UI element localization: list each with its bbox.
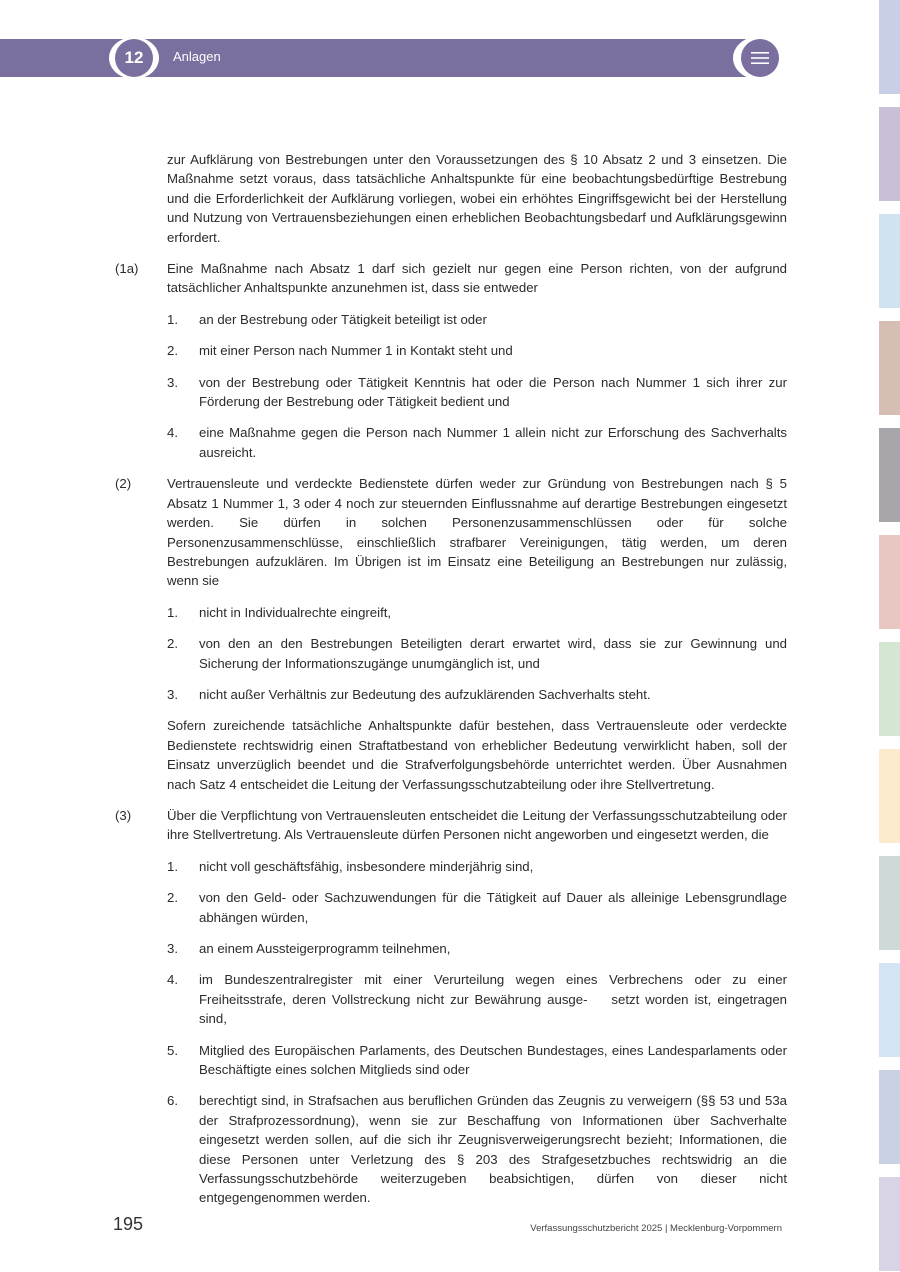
list-item-number: 2. bbox=[167, 636, 178, 652]
list-item bbox=[167, 888, 787, 927]
clause-mark: (2) bbox=[115, 476, 132, 492]
chapter-tab-3[interactable] bbox=[879, 214, 900, 308]
list-item-text: an der Bestrebung oder Tätigkeit beteiligt ist oder bbox=[199, 311, 487, 327]
list-item-number: 2. bbox=[167, 890, 178, 906]
list-item-text: Mitglied des Europäischen Parlaments, des Deutschen Bundestages, eines Landesparlaments oder Beschäftigte eines solchen Mitglieds sind oder bbox=[199, 1042, 787, 1078]
list-item bbox=[167, 310, 787, 329]
list-item-number: 4. bbox=[167, 972, 178, 988]
chapter-tab-8[interactable] bbox=[879, 749, 900, 843]
clause-1a bbox=[115, 259, 787, 298]
list-item-text: im Bundeszentralregister mit einer Verurteilung wegen eines Verbrechens oder zu einer Freiheitsstrafe, deren Vollstreckung nicht zur Bewährung ausge- setzt worden ist, eingetragen sind, bbox=[199, 972, 791, 1027]
list-item-text: eine Maßnahme gegen die Person nach Nummer 1 allein nicht zur Erforschung des Sachverhalts ausreicht. bbox=[199, 425, 787, 460]
chapter-tab-2[interactable] bbox=[879, 107, 900, 201]
menu-button-wrapper bbox=[733, 36, 787, 80]
list-item bbox=[167, 423, 787, 462]
chapter-tab-9[interactable] bbox=[879, 856, 900, 950]
list-item bbox=[167, 1041, 787, 1080]
list-item-text: von den Geld- oder Sachzuwendungen für die Tätigkeit auf Dauer als alleinige Lebensgrundlage abhängen würden, bbox=[199, 890, 787, 925]
list-item bbox=[167, 341, 787, 360]
list-item-text: berechtigt sind, in Strafsachen aus beruflichen Gründen das Zeugnis zu verweigern (§§ 53 und 53a der Strafprozessordnung), wenn sie zur Beschaffung von Informationen über Sachverhalte eingesetzt werden sollen, auf die sich ihr Zeugnisverweigerungsrecht bezieht; Informationen, die diese Personen unter Verletzung des § 203 des Strafgesetzbuches rechtswidrig an die Verfassungsschutzbehörde weiterzugeben beabsichtigen, dürfen von dieser nicht entgegengenommen werden. bbox=[199, 1093, 787, 1206]
publication-footer: Verfassungsschutzbericht 2025 | Mecklenburg-Vorpommern bbox=[530, 1223, 782, 1234]
list-item bbox=[167, 603, 787, 622]
chapter-tab-10[interactable] bbox=[879, 963, 900, 1057]
clause-2 bbox=[115, 474, 787, 590]
list-item-number: 1. bbox=[167, 604, 178, 620]
clause-text: Über die Verpflichtung von Vertrauensleuten entscheidet die Leitung der Verfassungsschutzabteilung oder ihre Stellvertretung. Als Vertrauensleute dürfen Personen nicht angeworben und eingesetzt werden, die bbox=[167, 807, 787, 843]
chapter-tab-5[interactable] bbox=[879, 428, 900, 522]
list-item-number: 4. bbox=[167, 425, 178, 441]
list-item-text: an einem Aussteigerprogramm teilnehmen, bbox=[199, 941, 451, 956]
menu-button[interactable] bbox=[741, 39, 779, 77]
clause-3 bbox=[115, 806, 787, 845]
list-item-text: nicht außer Verhältnis zur Bedeutung des aufzuklärenden Sachverhalts steht. bbox=[199, 686, 651, 702]
list-item-number: 3. bbox=[167, 941, 178, 956]
chapter-tab-7[interactable] bbox=[879, 642, 900, 736]
chapter-tab-11[interactable] bbox=[879, 1070, 900, 1164]
list-item bbox=[167, 373, 787, 412]
list-item bbox=[167, 970, 791, 1028]
chapter-title: Anlagen bbox=[173, 49, 221, 64]
list-item-text: von den an den Bestrebungen Beteiligten derart erwartet wird, dass sie zur Gewinnung und Sicherung der Informationszugänge unumgänglich ist, und bbox=[199, 636, 787, 671]
list-item-number: 3. bbox=[167, 374, 178, 390]
chapter-number: 12 bbox=[115, 39, 153, 77]
clause-mark: (3) bbox=[115, 807, 132, 823]
closing-paragraph: Sofern zureichende tatsächliche Anhaltspunkte dafür bestehen, dass Vertrauensleute oder verdeckte Bedienstete rechtswidrig einen Straftatbestand von erheblicher Bedeutung verwirklicht haben, soll der Einsatz unverzüglich beendet und die Strafverfolgungsbehörde unterrichtet werden. Über Ausnahmen nach Satz 4 entscheidet die Leitung der Verfassungsschutzabteilung oder ihre Stellvertretung. bbox=[167, 718, 787, 792]
list-item-number: 5. bbox=[167, 1042, 178, 1058]
clause-text: Vertrauensleute und verdeckte Bedienstete dürfen weder zur Gründung von Bestrebungen nach § 5 Absatz 1 Nummer 1, 3 oder 4 noch zur steuernden Einflussnahme auf derartige Bestrebungen eingesetzt werden. Sie dürfen in solchen Personenzusammenschlüssen oder für solche Personenzusammenschlüsse, einschließlich strafbarer Vereinigungen, tätig werden, um deren Bestrebungen aufzuklären. Im Übrigen ist im Einsatz eine Beteiligung an Bestrebungen nur zulässig, wenn sie bbox=[167, 476, 787, 589]
clause-text: Eine Maßnahme nach Absatz 1 darf sich gezielt nur gegen eine Person richten, von der aufgrund tatsächlicher Anhaltspunkte anzunehmen ist, dass sie entweder bbox=[167, 261, 787, 296]
list-item-number: 6. bbox=[167, 1093, 178, 1109]
list-item-text: von der Bestrebung oder Tätigkeit Kenntnis hat oder die Person nach Nummer 1 sich ihrer zur Förderung der Bestrebung oder Tätigkeit bedient und bbox=[199, 374, 787, 410]
list-item bbox=[167, 1091, 787, 1207]
list-item-number: 3. bbox=[167, 686, 178, 702]
list-item bbox=[167, 685, 787, 704]
list-item bbox=[167, 939, 787, 958]
chapter-number-badge bbox=[109, 37, 159, 79]
list-item bbox=[167, 857, 787, 876]
chapter-tab-12[interactable] bbox=[879, 1177, 900, 1271]
chapter-tab-6[interactable] bbox=[879, 535, 900, 629]
list-item-number: 1. bbox=[167, 858, 178, 874]
list-item-text: mit einer Person nach Nummer 1 in Kontakt steht und bbox=[199, 343, 513, 359]
list-item bbox=[167, 634, 787, 673]
list-item-number: 1. bbox=[167, 311, 178, 327]
list-item-number: 2. bbox=[167, 343, 178, 359]
clause-mark: (1a) bbox=[115, 261, 139, 277]
chapter-tab-4[interactable] bbox=[879, 321, 900, 415]
law-text bbox=[115, 150, 791, 1220]
intro-paragraph: zur Aufklärung von Bestrebungen unter den Voraussetzungen des § 10 Absatz 2 und 3 einsetzen. Die Maßnahme setzt voraus, dass tatsächliche Anhaltspunkte für eine beobachtungsbedürftige Bestrebung und die Erforderlichkeit der Aufklärung vorliegen, wobei ein erhöhtes Eingriffsgewicht bei der Herstellung und Nutzung von Vertrauensbeziehungen einen erheblichen Beobachtungsbedarf und Aufklärungsgewinn erfordert. bbox=[167, 152, 787, 245]
list-item-text: nicht in Individualrechte eingreift, bbox=[199, 604, 392, 620]
chapter-tab-1[interactable] bbox=[879, 0, 900, 94]
page-number: 195 bbox=[113, 1214, 144, 1234]
hamburger-menu-icon bbox=[751, 52, 769, 64]
list-item-text: nicht voll geschäftsfähig, insbesondere minderjährig sind, bbox=[199, 858, 534, 874]
